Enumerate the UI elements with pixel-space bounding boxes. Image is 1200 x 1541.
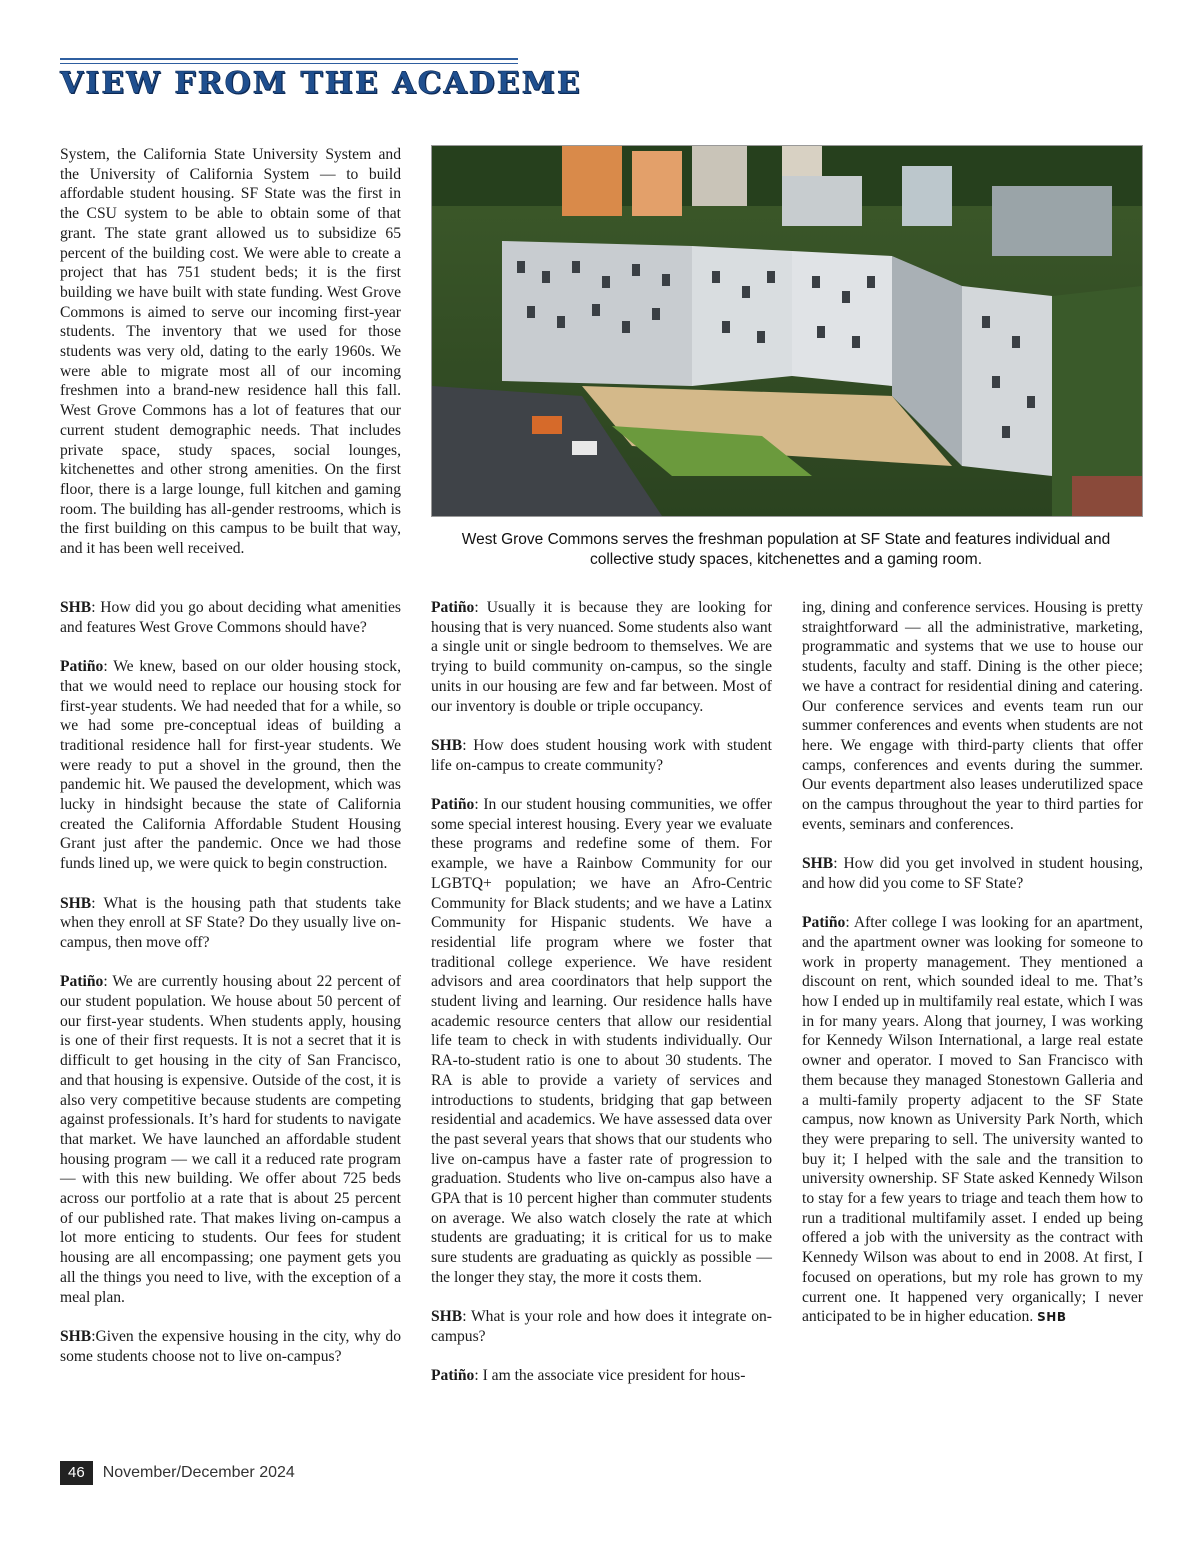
qa-paragraph: Patiño: We knew, based on our older housing stock, that we would need to replace our housing stock for first-year students. We had needed that for a while, so we had some pre-conceptual ideas of building a traditional residence hall for first-year students. We were ready to put a shovel in the ground, then the pandemic hit. We paused the development, which was lucky in hindsight because the state of California created the California Affordable Student Housing Grant just after the pandemic. Once we had those funds lined up, we were quick to begin construction. xyxy=(60,658,401,873)
header-rule-bottom xyxy=(60,63,518,64)
qa-text: ing, dining and conference services. Housing is pretty straightforward — all the administrative, marketing, programmatic and systems that we use to house our students, faculty and staff. Dining is the other piece; we have a contract for residential dining and catering. Our conference services and events team run our summer conferences and events when students are not here. We engage with third-party clients that offer camps, conferences and events during the summer. Our events department also leases underutilized space on the campus throughout the year to third parties for events, seminars and conferences. xyxy=(802,599,1143,833)
speaker-label: Patiño xyxy=(431,1367,475,1385)
qa-text: How did you go about deciding what amenities and features West Grove Commons should have? xyxy=(60,599,401,636)
qa-paragraph: SHB: How does student housing work with student life on-campus to create community? xyxy=(431,736,772,774)
qa-text: How did you get involved in student housing, and how did you come to SF State? xyxy=(802,855,1143,892)
qa-paragraph: Patiño: After college I was looking for an apartment, and the apartment owner was looking for someone to work in property management. They mentioned a discount on rent, which sounded ideal to me. That’s how I ended up in multifamily real estate, which I was in for many years. Along that journey, I was working for Kennedy Wilson International, a large real estate owner and operator. I moved to San Francisco with them because they managed Stonestown Galleria and a multi-family property adjacent to the SF State campus, now known as University Park North, which they were preparing to sell. The university wanted to buy it; I helped with the sale and the transition to university ownership. SF State asked Kennedy Wilson to stay for a few years to triage and teach them how to run a traditional multifamily asset. I ended up being offered a job with the university as the contract with Kennedy Wilson was about to end in 2008. At first, I focused on operations, but my role has grown to my current one. It happened very organically; I never anticipated to be in higher education. SHB xyxy=(802,914,1143,1326)
qa-text: What is the housing path that students take when they enroll at SF State? Do they usually live on-campus, then move off? xyxy=(60,894,401,951)
qa-paragraph: SHB: What is the housing path that students take when they enroll at SF State? Do they usually live on-campus, then move off? xyxy=(60,894,401,951)
qa-text: Given the expensive housing in the city, why do some students choose not to live on-campus? xyxy=(60,1327,401,1365)
qa-paragraph: Patiño: Usually it is because they are looking for housing that is very nuanced. Some students also want a single unit or single bedroom to themselves. We are trying to build community on-campus, so the single units in our housing are few and far between. Most of our inventory is double or triple occupancy. xyxy=(431,599,772,715)
speaker-label: Patiño xyxy=(60,973,104,991)
speaker-label: Patiño xyxy=(802,914,846,932)
intro-paragraph: System, the California State University System and the University of California System — to build affordable student housing. SF State was the first in the CSU system to be able to obtain some of that grant. The state grant allowed us to subsidize 65 percent of the building cost. We were able to create a project that has 751 student beds; it is the first building we have built with state funding. West Grove Commons is aimed to serve our incoming first-year students. The inventory that we used for those students was very old, dating to the early 1960s. We were able to migrate most all of our incoming freshmen into a brand-new residence hall this fall. West Grove Commons has a lot of features that our current student demographic needs. That includes private space, study spaces, social lounges, kitchenettes and other strong amenities. On the first floor, there is a large lounge, full kitchen and gaming room. The building has all-gender restrooms, which is the first building on this campus to be built that way, and it has been well received. xyxy=(60,146,401,558)
column-right xyxy=(802,598,1143,1328)
qa-text: After college I was looking for an apartment, and the apartment owner was looking for someone to work in property management. They mentioned a discount on rent, which sounded ideal to me. That’s how I ended up in multifamily real estate, which I was in for many years. Along that journey, I was working for Kennedy Wilson International, a large real estate owner and operator. I moved to San Francisco with them because they managed Stonestown Galleria and a multi-family property adjacent to the SF State campus, now known as University Park North, which they were preparing to sell. The university wanted to buy it; I helped with the sale and the transition to university ownership. SF State asked Kennedy Wilson to stay for a few years to triage and teach them how to run a traditional multifamily asset. I ended up being offered a job with the university as the contract with Kennedy Wilson was about to end in 2008. At first, I focused on operations, but my role has grown to my current one. It happened very organically; I never anticipated to be in higher education. xyxy=(802,914,1143,1326)
qa-text: We knew, based on our older housing stock, that we would need to replace our housing stock for first-year students. We had needed that for a while, so we had some pre-conceptual ideas of building a traditional residence hall for first-year students. We were ready to put a shovel in the ground, then the pandemic hit. We paused the development, which was lucky in hindsight because the state of California created the California Affordable Student Housing Grant just after the pandemic. Once we had those funds lined up, we were quick to begin construction. xyxy=(60,658,401,873)
qa-text: In our student housing communities, we offer some special interest housing. Every year we evaluate these programs and redefine some of them. For example, we have a Rainbow Community for our LGBTQ+ population; we have an Afro-Centric Community for Black students; and we have a Latinx Community for Hispanic students. We have a residential life program where we foster that traditional college experience. We have resident advisors and area coordinators that help support the student living and learning. Our residence halls have academic resource centers that allow our residential life team to check in with students individually. Our RA-to-student ratio is one to about 30 students. The RA is able to provide a variety of services and introductions to students, bridging that gap between residential and academics. We have assessed data over the past several years that shows that our students who live on-campus have a faster rate of progression to graduation. Students who live on-campus also have a GPA that is 10 percent higher than commuter students on average. We also watch closely the rate at which students are graduating; it is critical for us to make sure students are graduating as quickly as possible — the longer they stay, the more it costs them. xyxy=(431,796,772,1286)
qa-text: I am the associate vice president for hous- xyxy=(482,1367,746,1385)
speaker-label: SHB xyxy=(60,1327,92,1345)
section-title: VIEW FROM THE ACADEME xyxy=(60,66,582,101)
speaker-label: SHB xyxy=(60,894,92,912)
issue-date: November/December 2024 xyxy=(102,1464,295,1481)
speaker-label: SHB xyxy=(431,1308,463,1326)
qa-paragraph: SHB:Given the expensive housing in the city, why do some students choose not to live on-campus? xyxy=(60,1327,401,1365)
speaker-label: SHB xyxy=(60,599,92,616)
speaker-label: Patiño xyxy=(431,796,475,813)
qa-text: Usually it is because they are looking for housing that is very nuanced. Some students also want a single unit or single bedroom to themselves. We are trying to build community on-campus, so the single units in our housing are few and far between. Most of our inventory is double or triple occupancy. xyxy=(431,599,772,715)
qa-paragraph: Patiño: In our student housing communities, we offer some special interest housing. Every year we evaluate these programs and redefine some of them. For example, we have a Rainbow Community for our LGBTQ+ population; we have an Afro-Centric Community for Black students; and we have a Latinx Community for Hispanic students. We have a residential life program where we foster that traditional college experience. We have resident advisors and area coordinators that help support the student living and learning. Our residence halls have academic resource centers that allow our residential life team to check in with students individually. Our RA-to-student ratio is one to about 30 students. The RA is able to provide a variety of services and introductions to students, bridging that gap between residential and academics. We have assessed data over the past several years that shows that our students who live on-campus have a faster rate of progression to graduation. Students who live on-campus also have a GPA that is 10 percent higher than commuter students on average. We also watch closely the rate at which students are graduating; it is critical for us to make sure students are graduating as quickly as possible — the longer they stay, the more it costs them. xyxy=(431,796,772,1286)
qa-paragraph: SHB: What is your role and how does it integrate on-campus? xyxy=(431,1308,772,1345)
speaker-label: Patiño xyxy=(60,658,104,676)
qa-paragraph xyxy=(802,598,1143,834)
qa-paragraph: SHB: How did you get involved in student housing, and how did you come to SF State? xyxy=(802,855,1143,892)
speaker-label: Patiño xyxy=(431,599,475,616)
column-left xyxy=(60,598,401,1366)
intro-column xyxy=(60,145,401,559)
header-rule-top xyxy=(60,58,518,60)
column-middle xyxy=(431,598,772,1386)
qa-text: How does student housing work with student life on-campus to create community? xyxy=(431,736,772,774)
speaker-label: SHB xyxy=(431,736,463,754)
qa-text: We are currently housing about 22 percent of our student population. We house about 50 percent of our first-year students. When students apply, housing is one of their first requests. It is not a secret that it is difficult to get housing in the city of San Francisco, and that housing is expensive. Outside of the cost, it is also very competitive because students are competing against professionals. It’s hard for students to navigate that market. We have launched an affordable student housing program — we call it a reduced rate program — with this new building. We offer about 725 beds across our portfolio at a rate that is about 25 percent of our published rate. That makes living on-campus a lot more enticing to students. Our fees for student housing are all encompassing; one payment gets you all the things you need to live, with the exception of a meal plan. xyxy=(60,973,401,1306)
qa-paragraph: Patiño: We are currently housing about 22 percent of our student population. We house about 50 percent of our first-year students. When students apply, housing is one of their first requests. It is not a secret that it is difficult to get housing in the city of San Francisco, and that housing is expensive. Outside of the cost, it is also very competitive because students are competing against professionals. It’s hard for students to navigate that market. We have launched an affordable student housing program — we call it a reduced rate program — with this new building. We offer about 725 beds across our portfolio at a rate that is about 25 percent of our published rate. That makes living on-campus a lot more enticing to students. Our fees for student housing are all encompassing; one payment gets you all the things you need to live, with the exception of a meal plan. xyxy=(60,973,401,1306)
page-footer xyxy=(60,1461,295,1485)
qa-paragraph: Patiño: I am the associate vice president for hous- xyxy=(431,1367,746,1385)
qa-text: What is your role and how does it integrate on-campus? xyxy=(431,1308,772,1345)
west-grove-commons-photo xyxy=(431,145,1143,517)
end-mark: SHB xyxy=(1037,1310,1067,1325)
aerial-photo-illustration xyxy=(432,146,1142,516)
qa-paragraph: SHB: How did you go about deciding what amenities and features West Grove Commons should have? xyxy=(60,599,401,636)
photo-caption: West Grove Commons serves the freshman population at SF State and features individual and collective study spaces, kitchenettes and a gaming room. xyxy=(461,531,1111,568)
page-number: 46 xyxy=(60,1461,93,1485)
speaker-label: SHB xyxy=(802,855,834,873)
